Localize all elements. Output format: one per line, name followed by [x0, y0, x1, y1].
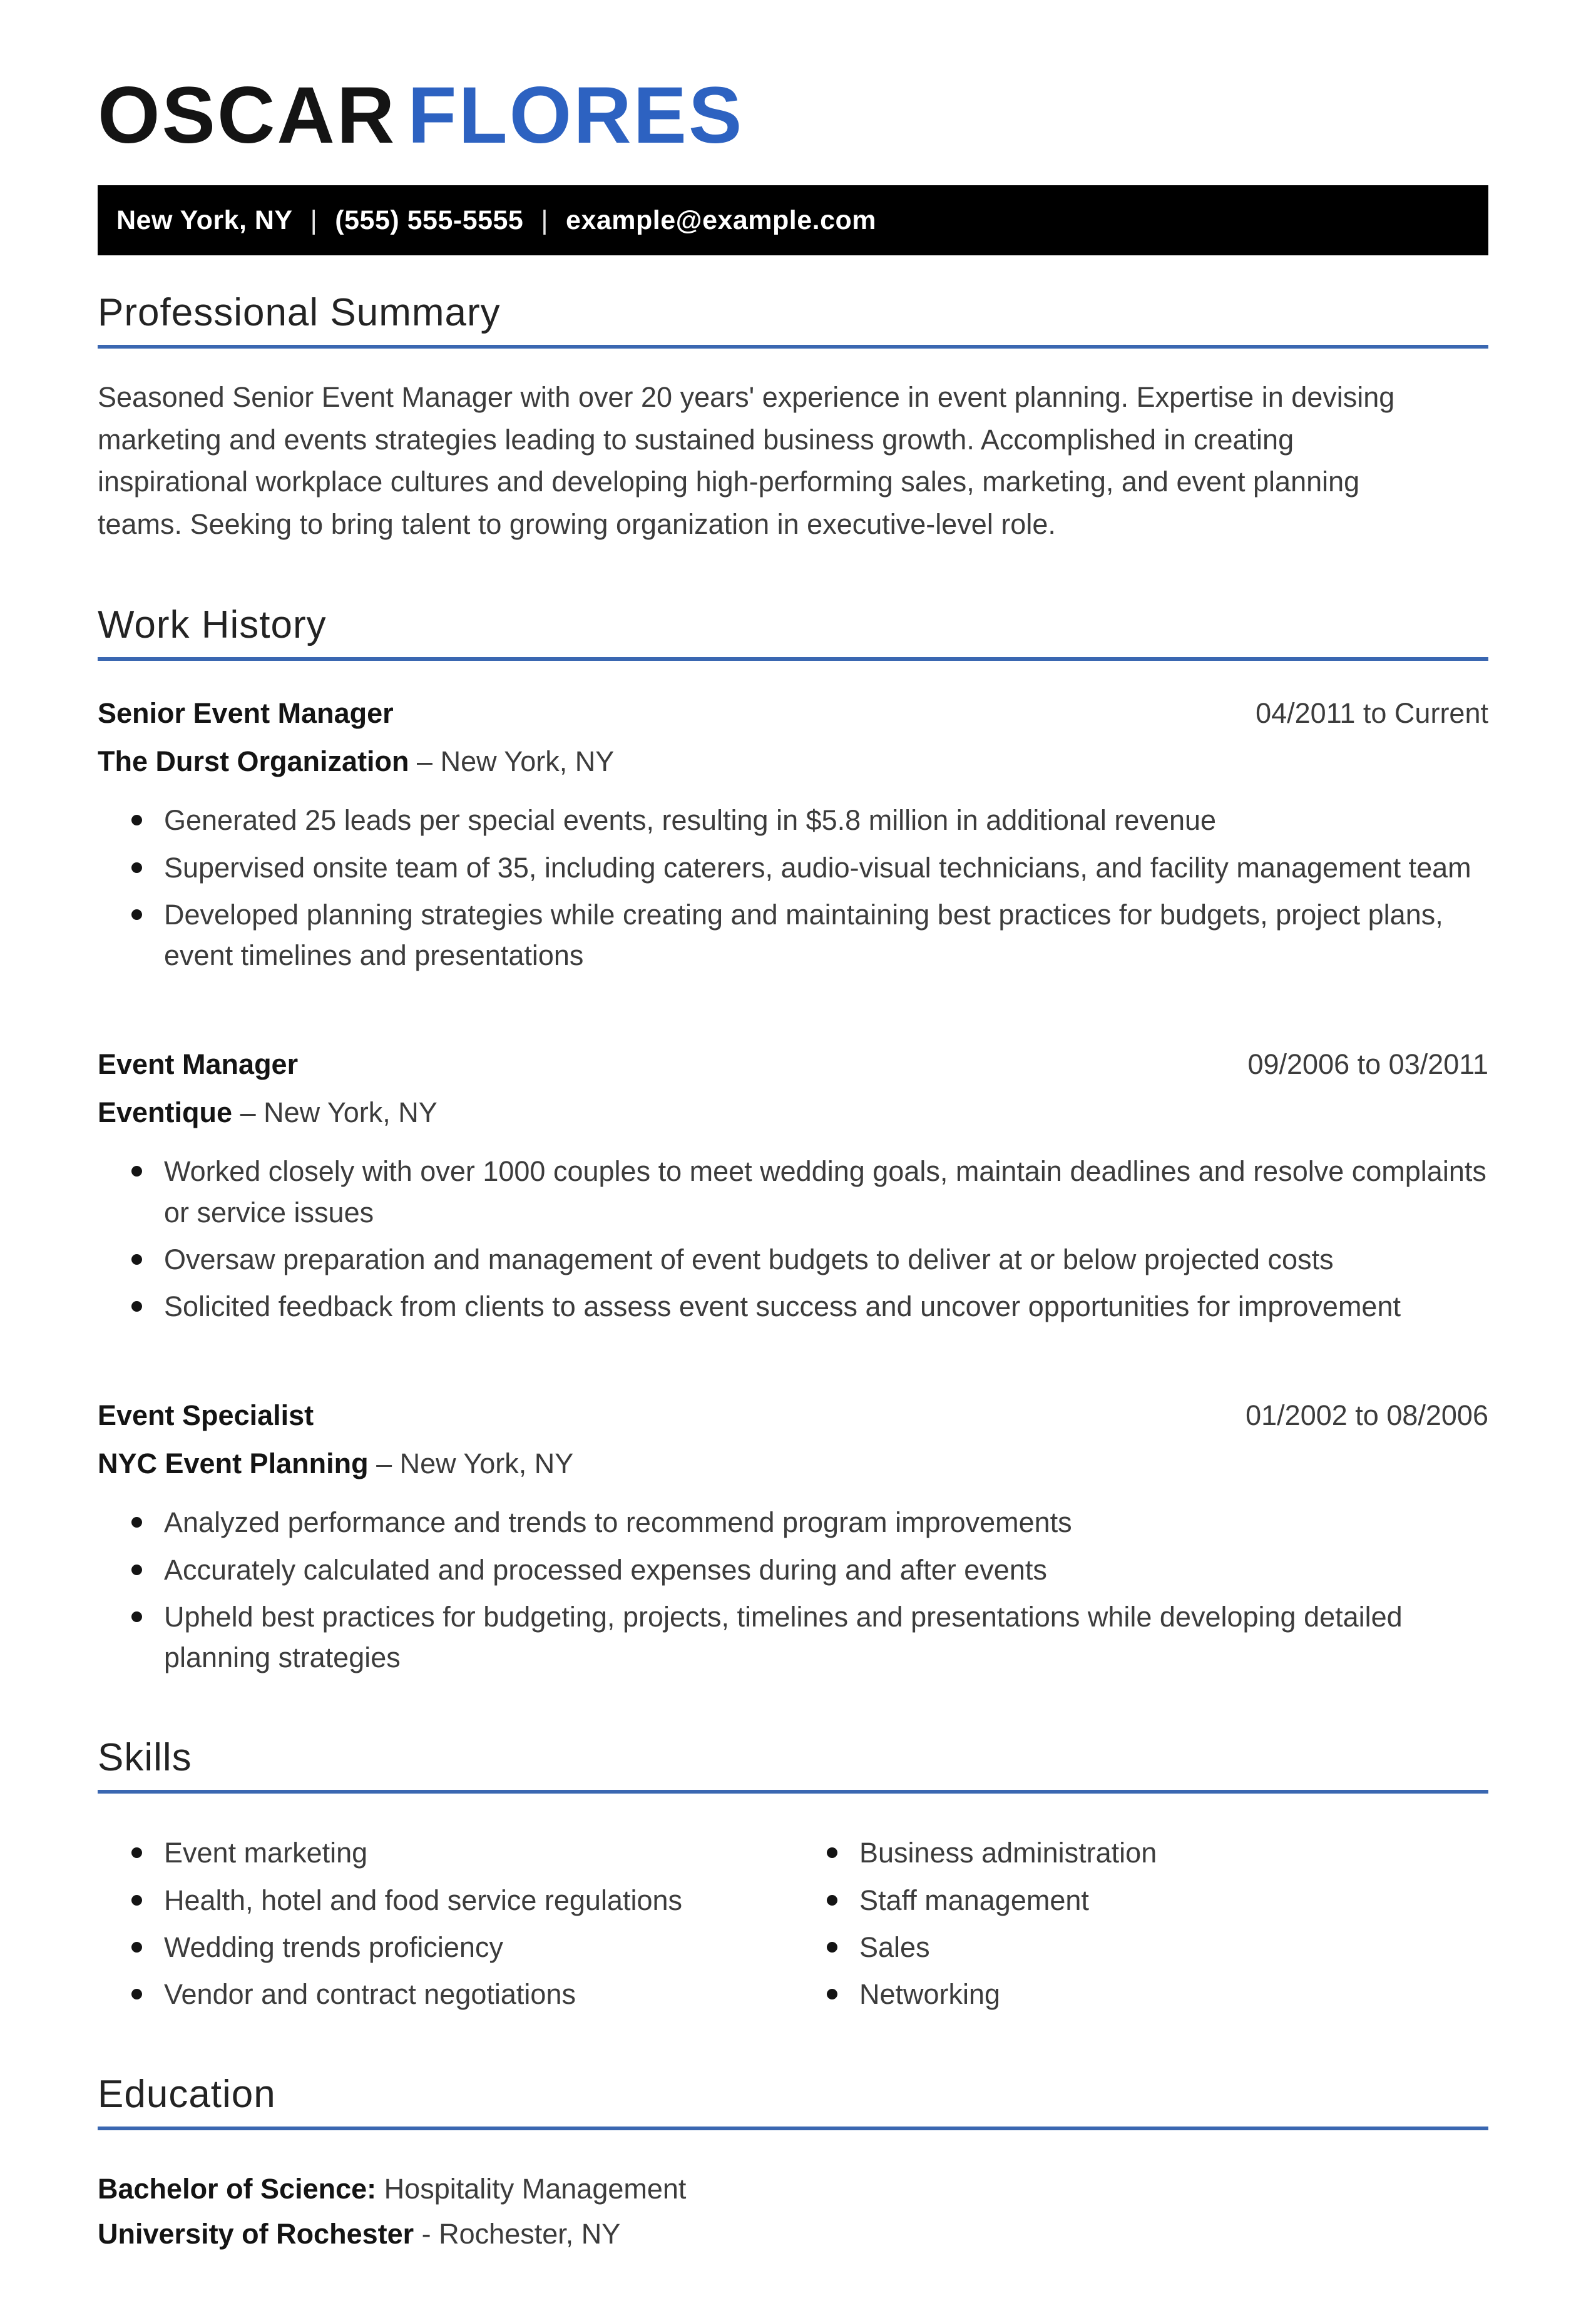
contact-phone: (555) 555-5555 [335, 205, 524, 235]
candidate-name [98, 71, 1488, 160]
job-bullet-item: Analyzed performance and trends to recommend program improvements [128, 1502, 1488, 1543]
job-header [98, 693, 1488, 733]
section-title-work-history: Work History [98, 603, 1488, 661]
job-bullet-item: Developed planning strategies while creating and maintaining best practices for budgets, project plans, event timelines and presentations [128, 894, 1488, 976]
job-company-line [98, 742, 1488, 781]
job-bullet-item: Upheld best practices for budgeting, projects, timelines and presentations while developing detailed planning strategies [128, 1596, 1488, 1678]
job-dates: 09/2006 to 03/2011 [1247, 1048, 1488, 1081]
professional-summary-text: Seasoned Senior Event Manager with over 20 years' experience in event planning. Expertise in devising marketing and events strategies leading to sustained business growth. Accomplished in creating inspirational workplace cultures and developing high-performing sales, marketing, and event planning teams. Seeking to bring talent to growing organization in executive-level role. [98, 381, 1395, 540]
job-company: The Durst Organization [98, 745, 409, 778]
company-location-dash: – [376, 1448, 392, 1480]
section-professional-summary [98, 290, 1488, 545]
job-location: New York, NY [440, 745, 615, 778]
contact-location: New York, NY [116, 205, 293, 235]
job-bullet-list [98, 1502, 1488, 1678]
job-company-line [98, 1444, 1488, 1483]
skill-item: Business administration [823, 1832, 1488, 1873]
section-education [98, 2072, 1488, 2257]
job-title: Senior Event Manager [98, 697, 394, 730]
job-bullet-item: Accurately calculated and processed expenses during and after events [128, 1550, 1488, 1590]
job-dates: 01/2002 to 08/2006 [1246, 1399, 1488, 1432]
section-title-skills: Skills [98, 1735, 1488, 1794]
candidate-last-name: FLORES [407, 71, 744, 160]
company-location-dash: – [417, 745, 433, 778]
skill-item: Health, hotel and food service regulations [128, 1880, 793, 1921]
skill-item: Wedding trends proficiency [128, 1927, 793, 1968]
job-company: Eventique [98, 1096, 233, 1129]
education-school-line [98, 2212, 1488, 2257]
job-bullet-list [98, 800, 1488, 976]
section-work-history [98, 603, 1488, 1678]
job-company-line [98, 1093, 1488, 1132]
section-skills [98, 1735, 1488, 2014]
school-name: University of Rochester [98, 2218, 414, 2250]
contact-separator: | [310, 205, 318, 235]
degree-field: Hospitality Management [384, 2173, 687, 2205]
contact-bar [98, 185, 1488, 255]
job-title: Event Manager [98, 1048, 299, 1081]
section-title-education: Education [98, 2072, 1488, 2130]
job-bullet-item: Solicited feedback from clients to assess event success and uncover opportunities for improvement [128, 1286, 1488, 1327]
job-header [98, 1396, 1488, 1435]
skills-list-left [98, 1832, 793, 2014]
skill-item: Staff management [823, 1880, 1488, 1921]
contact-email: example@example.com [566, 205, 877, 235]
company-location-dash: – [240, 1096, 256, 1129]
skills-columns [98, 1832, 1488, 2014]
job-bullet-item: Worked closely with over 1000 couples to meet wedding goals, maintain deadlines and resolve complaints or service issues [128, 1151, 1488, 1233]
skills-list-right [793, 1832, 1488, 2014]
job-entry-event-manager [98, 1044, 1488, 1327]
job-dates: 04/2011 to Current [1256, 697, 1488, 730]
skill-item: Vendor and contract negotiations [128, 1974, 793, 2014]
job-location: New York, NY [263, 1096, 437, 1129]
job-header [98, 1044, 1488, 1084]
section-title-professional-summary: Professional Summary [98, 290, 1488, 349]
candidate-first-name: OSCAR [98, 71, 397, 160]
skill-item: Networking [823, 1974, 1488, 2014]
education-block [98, 2167, 1488, 2257]
school-location: - Rochester, NY [421, 2218, 621, 2250]
education-degree-line [98, 2167, 1488, 2212]
degree-label: Bachelor of Science: [98, 2173, 377, 2205]
job-company: NYC Event Planning [98, 1448, 369, 1480]
job-entry-senior-event-manager [98, 693, 1488, 976]
job-bullet-item: Supervised onsite team of 35, including caterers, audio-visual technicians, and facility management team [128, 847, 1488, 888]
contact-separator: | [541, 205, 549, 235]
skill-item: Sales [823, 1927, 1488, 1968]
skill-item: Event marketing [128, 1832, 793, 1873]
job-bullet-item: Oversaw preparation and management of event budgets to deliver at or below projected costs [128, 1239, 1488, 1280]
job-bullet-list [98, 1151, 1488, 1327]
job-location: New York, NY [399, 1448, 574, 1480]
job-entry-event-specialist [98, 1396, 1488, 1678]
job-bullet-item: Generated 25 leads per special events, resulting in $5.8 million in additional revenue [128, 800, 1488, 840]
job-title: Event Specialist [98, 1399, 314, 1432]
